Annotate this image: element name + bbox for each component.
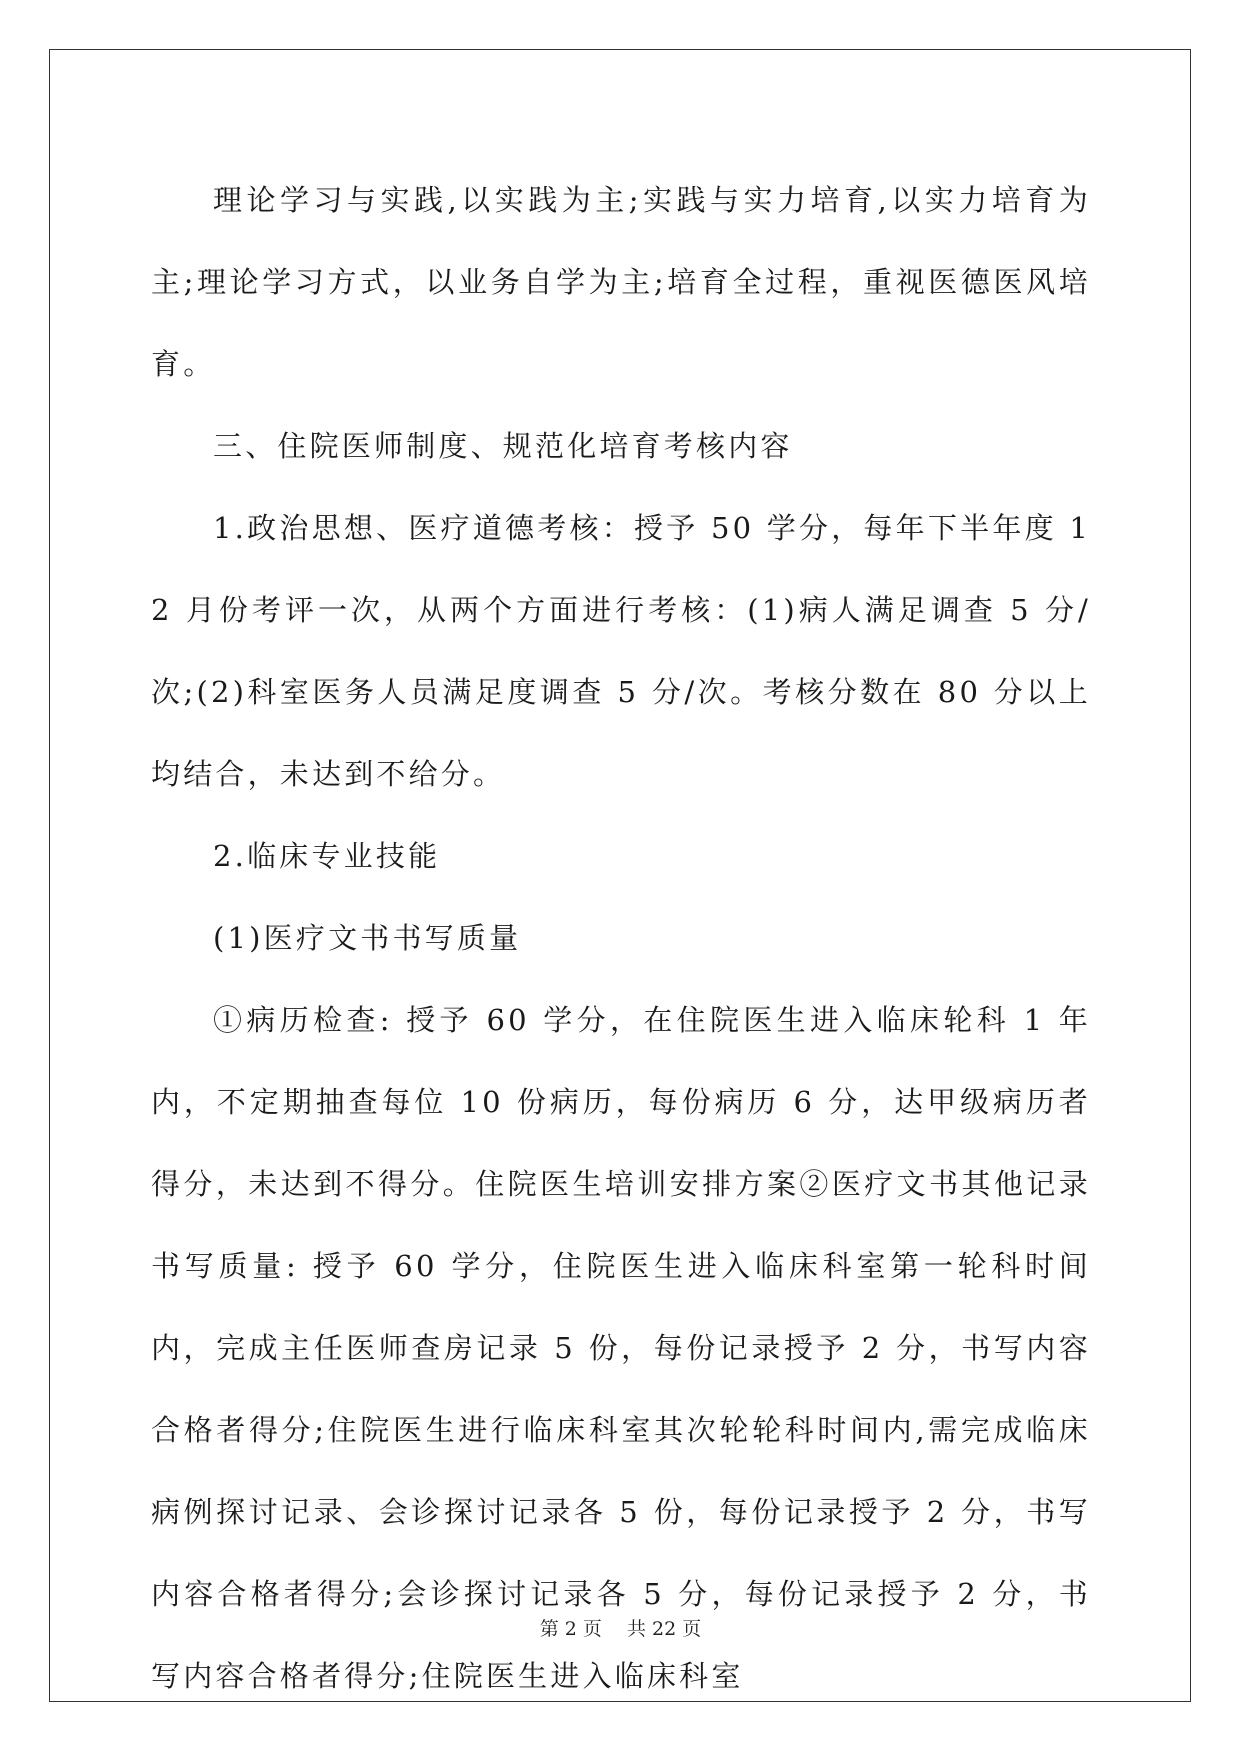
- document-body: [151, 159, 1091, 1717]
- paragraph-2-heading: 三、住院医师制度、规范化培育考核内容: [213, 429, 793, 463]
- paragraph-4-subheading: 2.临床专业技能: [213, 839, 441, 873]
- paragraph-1: 理论学习与实践,以实践为主;实践与实力培育,以实力培育为主;理论学习方式，以业务自学为主;培育全过程，重视医德医风培育。: [151, 183, 1091, 381]
- paragraph-6: ①病历检查: 授予 60 学分，在住院医生进入临床轮科 1 年内，不定期抽查每位 10 份病历，每份病历 6 分，达甲级病历者得分，未达到不得分。住院医生培训安排方案②医疗文书其他记录书写质量: 授予 60 学分，住院医生进入临床科室第一轮科时间内，完成主任医师查房记录 5 份，每份记录授予 2 分，书写内容合格者得分;住院医生进行临床科室其次轮轮科时间内,需完成临床病例探讨记录、会诊探讨记录各 5 份，每份记录授予 2 分，书写内容合格者得分;会诊探讨记录各 5 分，每份记录授予 2 分，书写内容合格者得分;住院医生进入临床科室: [151, 1003, 1091, 1693]
- paragraph-3: 1.政治思想、医疗道德考核：授予 50 学分，每年下半年度 12 月份考评一次，从两个方面进行考核：(1)病人满足调查 5 分/次;(2)科室医务人员满足度调查 5 分/次。考核分数在 80 分以上均结合，未达到不给分。: [151, 511, 1091, 791]
- paragraph-5-subheading: (1)医疗文书书写质量: [213, 921, 522, 955]
- page-number-footer: 第 2 页 共 22 页: [539, 1618, 702, 1640]
